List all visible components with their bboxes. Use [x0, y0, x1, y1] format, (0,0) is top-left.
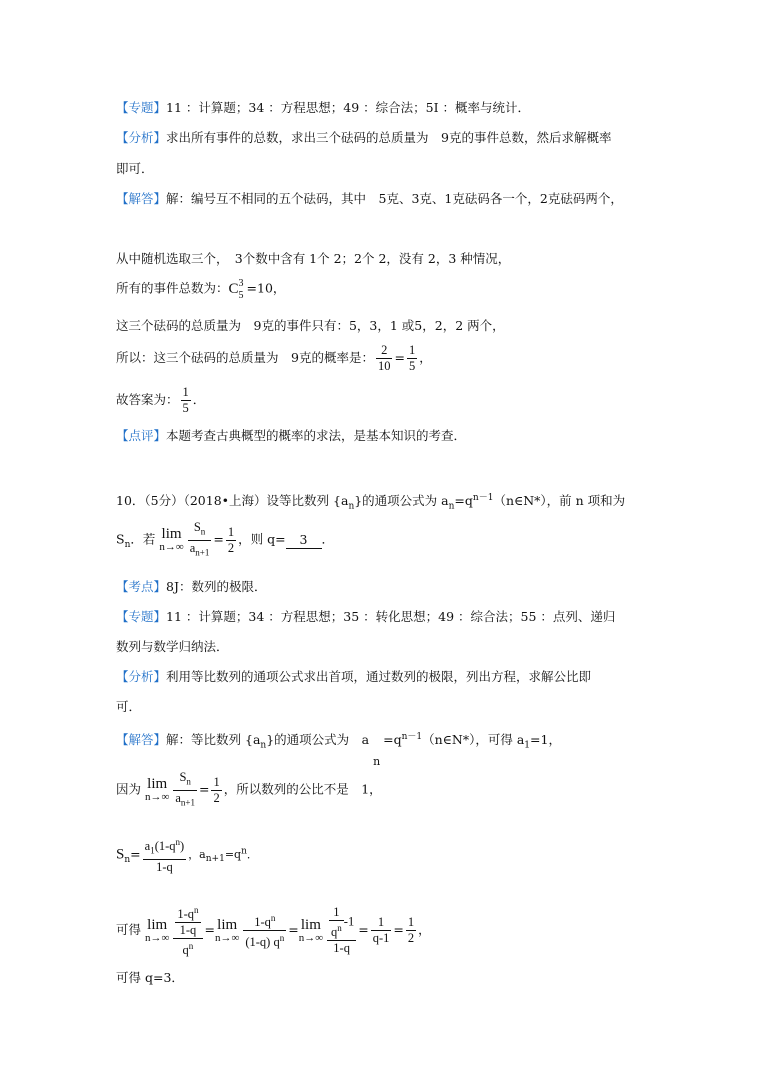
q9-zhuanti-line — [116, 100, 530, 116]
q10-sn-line: $S_n=$ $\frac{a_1(1-q^n)}{1-q}$ ，$a_{n+1}=q^n$． — [116, 837, 258, 874]
comma: ， — [419, 350, 432, 365]
c-sup: 3 — [238, 278, 244, 289]
sup: n－1 — [472, 493, 494, 503]
jieda-d: （n∈N*），可得 a — [422, 732, 525, 748]
fenxi-tag: 【分析】 — [116, 130, 167, 145]
q9-jieda-line — [116, 191, 623, 207]
sub: n — [124, 854, 131, 865]
combination-c35 — [229, 278, 247, 300]
zhuanti-tag: 【专题】 — [116, 100, 167, 115]
q10-yinwei-line: 因为 lim n→∞ $\frac{S_n}{a_{n+1}}$ = $\frac{1}{2}$ ，所以数列的公比不是 1， — [116, 770, 382, 810]
stem-1d: （n∈N*），前 n 项和为 — [493, 493, 626, 509]
q9-zhuanti-text: 11 ：计算题；34 ：方程思想；49 ：综合法；5I ：概率与统计． — [166, 100, 531, 115]
q9-line-5 — [116, 343, 432, 374]
q9-dianping-line — [116, 428, 466, 444]
q9-line-5-pre: 所以：这三个砝码的总质量为 9克的概率是： — [116, 350, 374, 365]
stem-2c: ，则 q= — [238, 531, 286, 547]
sub: n — [448, 501, 455, 512]
q9-line-2: 从中随机选取三个， 3个数中含有 1个 2；2个 2，没有 2，3 种情况， — [116, 251, 511, 266]
q10-zhuanti-line — [116, 609, 615, 625]
fraction-sn-formula: $\frac{a_1(1-q^n)}{1-q}$ — [144, 837, 185, 874]
equals-sign: = — [394, 350, 405, 365]
period: ． — [321, 531, 335, 547]
kaodian-tag: 【考点】 — [116, 579, 167, 594]
q9-line-4: 这三个砝码的总质量为 9克的事件只有：5，3，1 或5，2，2 两个， — [116, 318, 505, 333]
q9-line-3-post: =10， — [246, 280, 286, 296]
q10-kaodian-text: 8J：数列的极限． — [166, 579, 267, 594]
q9-line-6 — [116, 385, 205, 416]
q10-fenxi-line — [116, 669, 591, 685]
fraction-sn-over-an1: $\frac{S_n}{a_{n+1}}$ — [189, 520, 210, 557]
q9-fenxi-line-2: 即可． — [116, 161, 154, 176]
sub: 1 — [524, 740, 531, 751]
q10-stem-line-2: $S_n$．若 lim n→∞ $\frac{S_n}{a_{n+1}}$ = $\frac{1}{2}$ ，则 q= 3 ． — [116, 520, 334, 560]
fraction-5: $\frac{1}{2}$ — [407, 915, 415, 946]
stem-1a: 10．（5分）（2018•上海）设等比数列 {a — [116, 493, 349, 509]
jieda-e: =1， — [530, 732, 561, 748]
q10-kede-line: 可得 lim n→∞ $\frac{\frac{1-q^n}{1-q}}{q^n}$ = lim n→∞ $\frac{1-q^n}{(1-q) q^n}$ = lim n→∞ $\frac{1}{q^n}$ -1 1-q = $\frac{1}{q-1}$ = $\frac{1}{2}$ ， — [116, 905, 431, 958]
q10-jieda-line: 【解答】解：等比数列 $\{a_n\}$的通项公式为 a n $=q^{n-1}(n\in N*)$，可得 $a_1=1$， — [116, 732, 561, 769]
stem-1b: }的通项公式为 a — [354, 493, 449, 509]
dianping-tag: 【点评】 — [116, 428, 167, 443]
q9-dianping-text: 本题考查古典概型的概率的求法，是基本知识的考查． — [166, 428, 467, 443]
answer-blank: 3 — [286, 532, 322, 549]
q10-zhuanti-text-1: 11 ：计算题；34 ：方程思想；35 ：转化思想；49 ：综合法；55 ：点列、递归 — [166, 609, 616, 624]
c-base: C — [228, 281, 239, 297]
q9-line-6-pre: 故答案为： — [116, 392, 179, 407]
c-sub: 5 — [238, 290, 244, 301]
q10-zhuanti-line-2: 数列与数学归纳法． — [116, 639, 229, 654]
jieda-c: =q — [383, 732, 402, 748]
zhuanti-tag: 【专题】 — [116, 609, 167, 624]
compound-fraction-1: $\frac{\frac{1-q^n}{1-q}}{q^n}$ — [173, 903, 202, 958]
stem-2a: S — [116, 531, 125, 547]
fraction-half: $\frac{1}{2}$ — [227, 524, 235, 555]
yinwei-post: ，所以数列的公比不是 1， — [223, 781, 382, 797]
fraction-4: $\frac{1}{q-1}$ — [372, 915, 390, 946]
fraction-2-10: $\frac{2}{10}$ — [377, 343, 391, 373]
sup: n－1 — [401, 732, 423, 742]
stem-2b: ．若 — [130, 531, 156, 547]
yinwei-pre: 因为 — [116, 781, 142, 797]
fraction-sn-over-an1: $\frac{S_n}{a_{n+1}}$ — [175, 770, 195, 807]
q10-fenxi-text-1: 利用等比数列的通项公式求出首项，通过数列的极限，列出方程，求解公比即 — [166, 669, 592, 684]
answer-fraction: $\frac{1}{5}$ — [182, 385, 189, 415]
fraction-half: $\frac{1}{2}$ — [213, 774, 220, 805]
q9-fenxi-text-1: 求出所有事件的总数，求出三个砝码的总质量为 9克的事件总数，然后求解概率 — [166, 130, 612, 145]
q10-kaodian-line — [116, 579, 266, 595]
q9-jieda-text-1: 解：编号互不相同的五个砝码，其中 5克、3克、1克砝码各一个，2克砝码两个， — [166, 191, 623, 206]
fenxi-tag: 【分析】 — [116, 669, 167, 684]
q9-line-3-pre: 所有的事件总数为： — [116, 280, 229, 296]
q10-final-line: 可得 q=3． — [116, 970, 184, 985]
q9-fenxi-line — [116, 130, 611, 146]
stem-1c: =q — [454, 493, 473, 509]
limit-operator: lim n→∞ — [159, 526, 184, 553]
period: ． — [192, 392, 206, 407]
jieda-tag: 【解答】 — [116, 732, 167, 748]
jieda-tag: 【解答】 — [116, 191, 167, 206]
limit-operator: lim n→∞ — [215, 916, 240, 944]
compound-fraction-3: $\frac{1}{q^n}$ -1 1-q — [327, 905, 356, 956]
kede-pre: 可得 — [116, 922, 142, 938]
q10-stem-line-1 — [116, 490, 625, 515]
limit-operator: lim n→∞ — [145, 776, 170, 803]
q9-line-3 — [116, 278, 285, 300]
comma: ， — [418, 922, 431, 938]
q10-fenxi-line-2: 可． — [116, 699, 142, 714]
jieda-a: 解：等比数列 {a — [166, 732, 261, 748]
limit-operator: lim n→∞ — [298, 916, 324, 944]
sub: n — [124, 540, 131, 550]
limit-operator: lim n→∞ — [145, 916, 170, 944]
jieda-b: }的通项公式为 a — [266, 732, 370, 748]
sub: n — [348, 501, 355, 512]
fraction-2: $\frac{1-q^n}{(1-q) q^n}$ — [245, 913, 285, 950]
fraction-1-5: $\frac{1}{5}$ — [408, 343, 416, 373]
sn-post-a: ，a — [188, 848, 206, 862]
sn-S: S — [116, 846, 125, 863]
